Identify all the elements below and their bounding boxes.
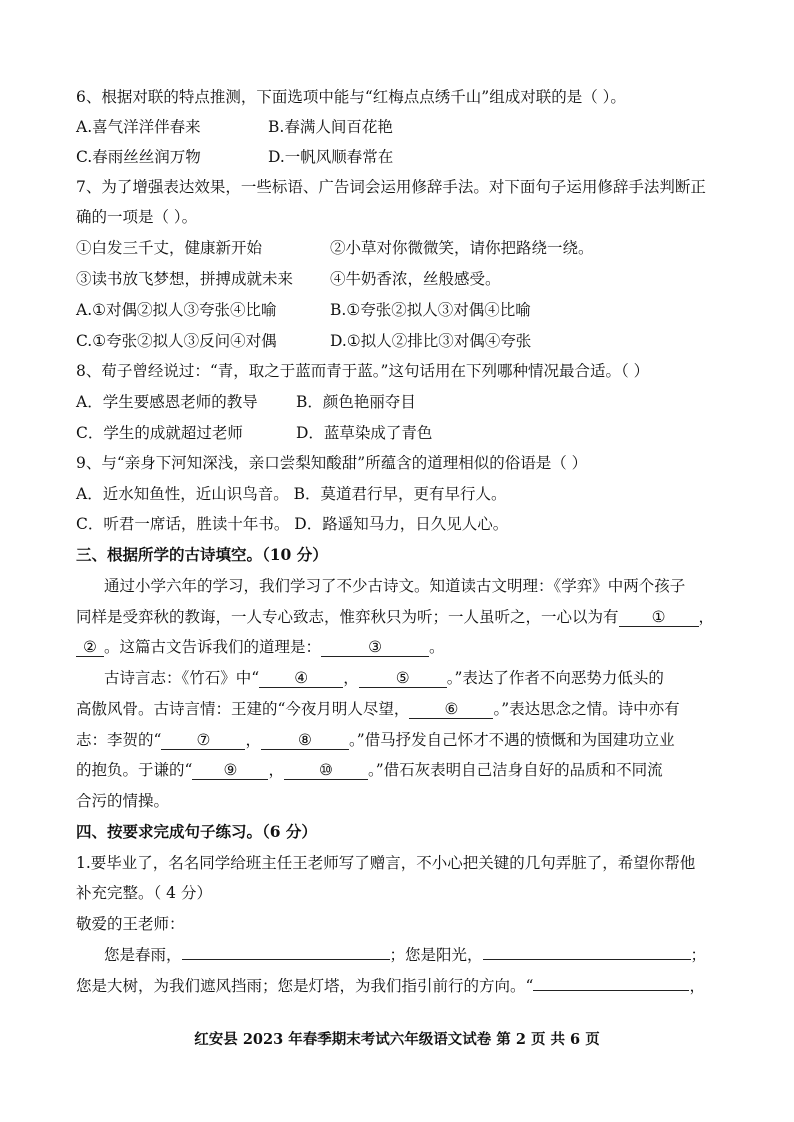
section3-p2-line4 (76, 759, 663, 781)
letter-salutation: 敬爱的王老师： (76, 915, 185, 933)
section4-heading: 四、按要求完成句子练习。（6 分） (76, 822, 317, 841)
section3-p2-line2 (76, 698, 680, 720)
comma: ， (268, 761, 284, 779)
blank-3[interactable]: ③ (321, 638, 429, 657)
q7-option-c: C.①夸张②拟人③反问④对偶 (76, 332, 277, 350)
q7-option-b: B.①夸张②拟人③对偶④比喻 (330, 301, 531, 319)
section3-p2-line3 (76, 729, 675, 751)
section3-p1-line2-text: 同样是受弈秋的教诲，一人专心致志，惟弈秋只为听；一人虽听之，一心以为有 (76, 608, 619, 626)
comma: ， (343, 669, 359, 687)
blank-4[interactable]: ④ (259, 669, 343, 688)
section3-p1-line3-text: 。这篇古文告诉我们的道理是： (104, 638, 322, 656)
q9-options-cd: C．听君一席话，胜读十年书。 D．路遥知马力，日久见人心。 (76, 515, 509, 533)
letter-line-a-pre: 您是春雨， (104, 946, 182, 964)
section3-p2-line1 (104, 667, 664, 689)
period: 。 (429, 638, 445, 656)
section3-p2-line5: 合污的情操。 (76, 792, 170, 810)
q9-stem: 9、与“亲身下河知深浅，亲口尝梨知酸甜”所蕴含的道理相似的俗语是（ ） (76, 454, 588, 472)
blank-7[interactable]: ⑦ (161, 731, 245, 750)
q7-option-a: A.①对偶②拟人③夸张④比喻 (76, 301, 277, 319)
section3-p2-line1-post: 。”表达了作者不向恶势力低头的 (446, 669, 664, 687)
q8-option-c: C．学生的成就超过老师 (76, 424, 243, 442)
q8-option-d: D．蓝草染成了青色 (296, 424, 433, 442)
q6-option-a: A.喜气洋洋伴春来 (76, 118, 201, 136)
answer-blank-sunlight[interactable] (483, 959, 691, 960)
section3-p2-line1-pre: 古诗言志：《竹石》中“ (104, 669, 260, 687)
blank-5[interactable]: ⑤ (359, 669, 447, 688)
q9-options-ab: A．近水知鱼性，近山识鸟音。 B．莫道君行早，更有早行人。 (76, 485, 507, 503)
letter-line-a-mid: ；您是阳光， (389, 946, 483, 964)
letter-line-b-end: ， (689, 977, 705, 995)
blank-2[interactable]: ② (76, 638, 104, 657)
q6-option-d: D.一帆风顺春常在 (268, 148, 394, 166)
section3-p2-line2-pre: 高傲风骨。古诗言情：王建的“今夜月明人尽望， (76, 700, 410, 718)
section3-p2-line4-post: 。”借石灰表明自己洁身自好的品质和不同流 (367, 761, 663, 779)
section3-p1-line3 (76, 636, 445, 658)
blank-10[interactable]: ⑩ (284, 761, 368, 780)
q7-sentence-1: ①白发三千丈，健康新开始 (76, 239, 263, 257)
blank-8[interactable]: ⑧ (261, 731, 349, 750)
letter-line-a (104, 944, 706, 966)
section3-p2-line3-pre: 志：李贺的“ (76, 731, 162, 749)
q7-sentence-3: ③读书放飞梦想，拼搏成就未来 (76, 270, 294, 288)
q7-sentence-2: ②小草对你微微笑，请你把路绕一绕。 (330, 239, 594, 257)
q6-option-c: C.春雨丝丝润万物 (76, 148, 201, 166)
answer-blank-spring-rain[interactable] (182, 959, 390, 960)
letter-line-b-pre: 您是大树，为我们遮风挡雨；您是灯塔，为我们指引前行的方向。“ (76, 977, 534, 995)
letter-line-b (76, 975, 705, 997)
comma: ， (245, 731, 261, 749)
section3-p2-line4-pre: 的抱负。于谦的“ (76, 761, 193, 779)
section3-p2-line3-post: 。”借马抒发自己怀才不遇的愤慨和为国建功立业 (348, 731, 675, 749)
section4-q1-line1: 1.要毕业了，名名同学给班主任王老师写了赠言，不小心把关键的几句弄脏了，希望你帮他 (76, 854, 696, 872)
section3-p1-line1: 通过小学六年的学习，我们学习了不少古诗文。知道读古文明理：《学弈》中两个孩子 (104, 577, 686, 595)
q8-stem: 8、荀子曾经说过：“青，取之于蓝而青于蓝。”这句话用在下列哪种情况最合适。（ ） (76, 362, 650, 380)
page-footer: 红安县 2023 年春季期末考试六年级语文试卷 第 2 页 共 6 页 (194, 1031, 600, 1048)
letter-line-a-end: ； (690, 946, 707, 964)
q7-option-d: D.①拟人②排比③对偶④夸张 (330, 332, 532, 350)
section3-p2-line2-post: 。”表达思念之情。诗中亦有 (493, 700, 680, 718)
q8-option-b: B．颜色艳丽夺目 (296, 393, 416, 411)
q6-option-b: B.春满人间百花艳 (268, 118, 393, 136)
answer-blank-quote[interactable] (533, 990, 689, 991)
q7-stem-line1: 7、为了增强表达效果，一些标语、广告词会运用修辞手法。对下面句子运用修辞手法判断正 (76, 178, 706, 196)
q7-sentence-4: ④牛奶香浓，丝般感受。 (330, 270, 501, 288)
q8-option-a: A．学生要感恩老师的教导 (76, 393, 258, 411)
q7-stem-line2: 确的一项是（ ）。 (76, 208, 198, 226)
blank-6[interactable]: ⑥ (409, 700, 493, 719)
section3-p1-line2 (76, 606, 714, 628)
section3-heading: 三、根据所学的古诗填空。（10 分） (76, 545, 328, 564)
q6-stem: 6、根据对联的特点推测，下面选项中能与“红梅点点绣千山”组成对联的是（ ）。 (76, 88, 626, 106)
blank-9[interactable]: ⑨ (192, 761, 268, 780)
section4-q1-line2: 补充完整。（ 4 分） (76, 884, 212, 902)
blank-1[interactable]: ① (619, 608, 699, 627)
comma: ， (698, 608, 715, 626)
